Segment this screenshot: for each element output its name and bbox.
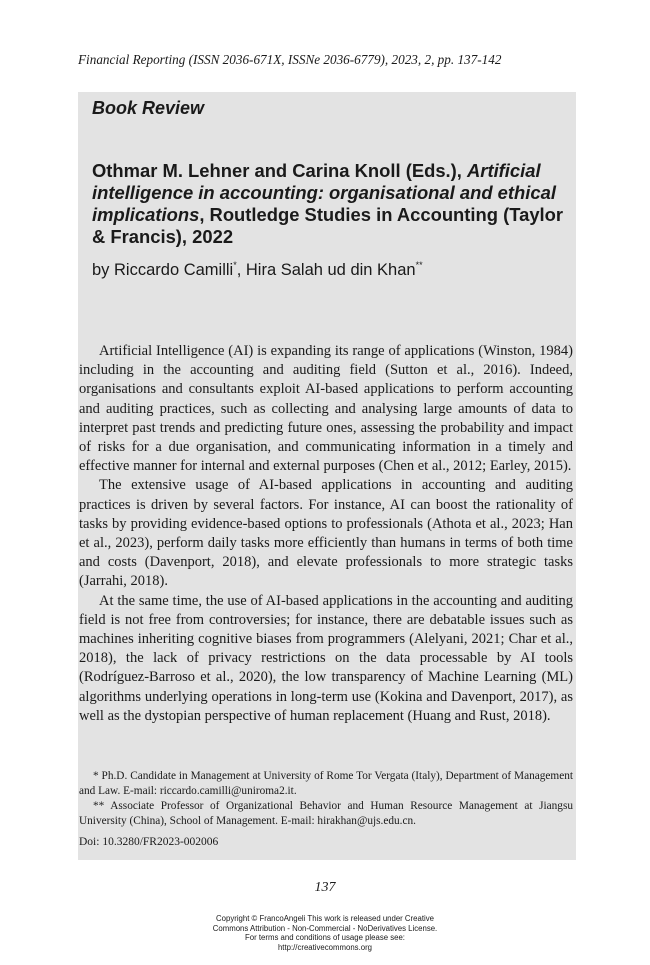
section-label: Book Review <box>92 98 205 118</box>
copyright-line: Commons Attribution - Non-Commercial - NoDerivatives License. <box>212 923 438 933</box>
byline <box>92 260 572 280</box>
doi: Doi: 10.3280/FR2023-002006 <box>79 836 219 848</box>
footnote-2: ** Associate Professor of Organizational Behavior and Human Resource Management at Jiangsu University (China), School of Management. E-mail: hirakhan@ujs.edu.cn. <box>79 800 573 827</box>
footnote-mark-2: ** <box>415 260 423 270</box>
copyright-line: Copyright © FrancoAngeli This work is released under Creative <box>216 914 434 923</box>
copyright-notice <box>0 914 650 952</box>
footnote-mark-1: * <box>233 260 237 270</box>
book-editors: Othmar M. Lehner and Carina Knoll (Eds.), <box>92 160 468 181</box>
body-paragraph-1: Artificial Intelligence (AI) is expanding its range of applications (Winston, 1984) including in the accounting and auditing field (Sutton et al., 2016). Indeed, organisations and consultants exploit AI-based applications to perform accounting and auditing practices, such as collecting and analysing large amounts of data to interpret past trends and predicting future ones, assessing the probability and impact of risks for a due organisation, and communicating information in a timely and effective manner for internal and external purposes (Chen et al., 2012; Earley, 2015). <box>79 343 573 475</box>
body-text <box>79 342 573 726</box>
book-name: Artificial intelligence in accounting: organisational and ethical implications <box>92 160 556 225</box>
footnotes <box>79 769 573 829</box>
footnote-1: * Ph.D. Candidate in Management at University of Rome Tor Vergata (Italy), Department of Management and Law. E-mail: riccardo.camilli@uniroma2.it. <box>79 770 573 797</box>
page-number: 137 <box>314 880 336 895</box>
copyright-line: For terms and conditions of usage please see: <box>245 933 405 942</box>
copyright-link[interactable]: http://creativecommons.org <box>277 942 373 952</box>
byline-author-1: by Riccardo Camilli <box>92 261 234 279</box>
byline-author-2: , Hira Salah ud din Khan <box>236 261 416 279</box>
book-publisher: , Routledge Studies in Accounting (Taylor & Francis), 2022 <box>92 204 564 247</box>
journal-header: Financial Reporting (ISSN 2036-671X, ISSNe 2036-6779), 2023, 2, pp. 137-142 <box>78 52 502 67</box>
book-title <box>92 160 572 248</box>
body-paragraph-2: The extensive usage of AI-based applications in accounting and auditing practices is driven by several factors. For instance, AI can boost the rationality of tasks by providing evidence-based options to professionals (Athota et al., 2023; Han et al., 2023), perform daily tasks more efficiently than humans in terms of both time and costs (Davenport, 2018), and elevate professionals to more strategic tasks (Jarrahi, 2018). <box>79 477 573 590</box>
body-paragraph-3: At the same time, the use of AI-based applications in the accounting and auditing field is not free from controversies; for instance, there are debatable issues such as machines inheriting cognitive biases from programmers (Alelyani, 2021; Char et al., 2018), the lack of privacy restrictions on the data processable by AI tools (Rodríguez-Barroso et al., 2020), the low transparency of Machine Learning (ML) algorithms underlying operations in long-term use (Kokina and Davenport, 2017), as well as the dystopian perspective of human replacement (Huang and Rust, 2018). <box>79 592 573 724</box>
